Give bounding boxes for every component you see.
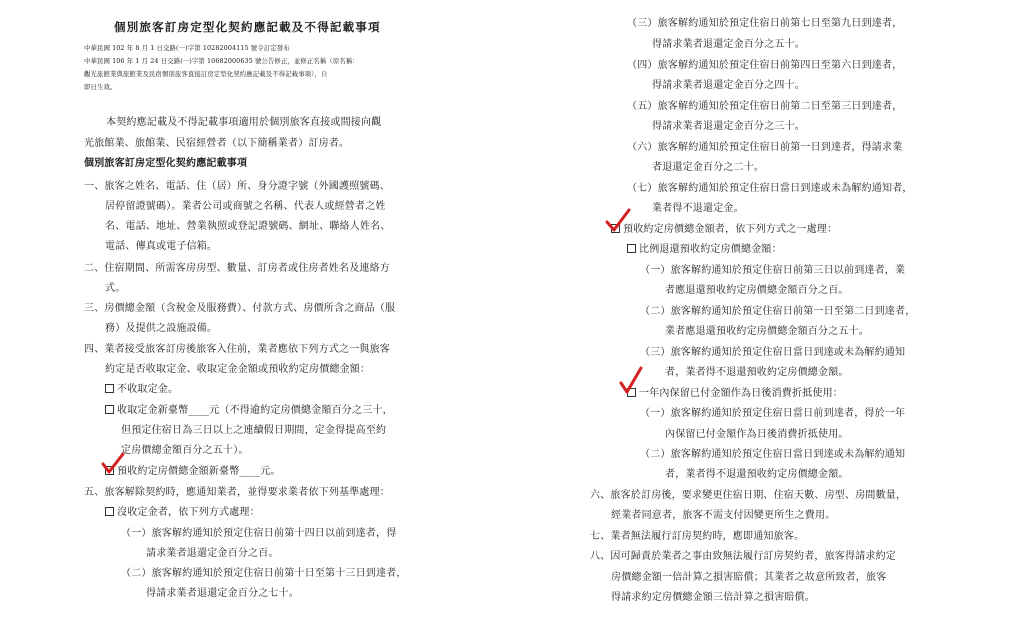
clause-line: 者，業者得不退還預收約定房價總金額。 [665, 469, 849, 480]
clause-line: 業者得不退還定金。 [652, 203, 744, 214]
clause-line: 務）及提供之設施設備。 [105, 323, 218, 334]
clause-line: （一）旅客解約通知於預定住宿日前第十四日以前到達者，得 [121, 528, 397, 539]
clause-line: 五、旅客解除契約時，應通知業者，並得要求業者依下列基準處理： [84, 487, 390, 498]
option-forfeit-deposit: 沒收定金者，依下列方式處理： [105, 506, 260, 520]
clause-line: 居停留證號碼）。業者公司或商號之名稱、代表人或經營者之姓 [105, 201, 386, 212]
clause-line: 定房價總金額百分之五十）。 [121, 445, 249, 456]
clause-line: 得請求約定房價總金額三倍計算之損害賠償。 [611, 592, 815, 603]
meta-line: 中華民國 102 年 8 月 1 日交路(一)字第 10282004115 號令訂定發布 [84, 44, 290, 52]
clause-line: 二、住宿期間、所需客房房型、數量、訂房者或住房者姓名及連絡方 [84, 263, 390, 274]
clause-line: 四、業者接受旅客訂房後旅客入住前，業者應依下列方式之一與旅客 [84, 344, 390, 355]
option-credit-retain: 一年內保留已付金額作為日後消費折抵使用： [627, 387, 843, 401]
meta-line: 中華民國 106 年 1 月 24 日交路(一)字第 10682000635 號公告修正，並修正名稱（原名稱： [84, 57, 359, 65]
section-heading: 個別旅客訂房定型化契約應記載事項 [84, 158, 248, 169]
option-prepaid-total: 預收約定房價總金額者，依下列方式之一處理： [611, 223, 837, 237]
clause-line: 得請求業者退還定金百分之五十。 [652, 39, 805, 50]
clause-line: （二）旅客解約通知於預定住宿日當日到達或未為解約通知 [640, 449, 906, 460]
intro-line: 光旅館業、旅館業、民宿經營者（以下簡稱業者）訂房者。 [84, 138, 350, 149]
clause-line: 名、電話、地址、營業執照或登記證號碼、網址、聯絡人姓名、 [105, 221, 391, 232]
clause-line: 得請求業者退還定金百分之七十。 [146, 588, 299, 599]
checkmark-icon [100, 452, 126, 476]
checkbox[interactable] [105, 405, 114, 414]
clause-line: （五）旅客解約通知於預定住宿日前第二日至第三日到達者， [627, 101, 903, 112]
clause-line: （二）旅客解約通知於預定住宿日前第一日至第二日到達者， [640, 306, 916, 317]
clause-line: 七、業者無法履行訂房契約時，應即通知旅客。 [590, 531, 805, 542]
option-prepay: 預收約定房價總金額新臺幣____元。 [105, 465, 281, 479]
clause-line: （七）旅客解約通知於預定住宿日當日到達或未為解約通知者， [627, 183, 913, 194]
clause-line: （三）旅客解約通知於預定住宿日前第七日至第九日到達者， [627, 18, 903, 29]
clause-line: 式。 [105, 283, 126, 294]
clause-line: （六）旅客解約通知於預定住宿日前第一日到達者，得請求業 [627, 142, 903, 153]
clause-line: 者應退還預收約定房價總金額百分之百。 [665, 285, 849, 296]
clause-line: （一）旅客解約通知於預定住宿日前第三日以前到達者，業 [640, 265, 906, 276]
clause-line: 但預定住宿日為三日以上之連續假日期間，定金得提高至約 [121, 425, 387, 436]
clause-line: 三、房價總金額（含稅金及服務費）、付款方式、房價所含之商品（服 [84, 303, 396, 314]
clause-line: （三）旅客解約通知於預定住宿日當日到達或未為解約通知 [640, 347, 906, 358]
checkmark-icon [618, 366, 644, 396]
option-no-deposit: 不收取定金。 [105, 383, 178, 397]
clause-line: 請求業者退還定金百分之百。 [146, 548, 279, 559]
clause-line: 房價總金額一倍計算之損害賠償；其業者之故意所致者，旅客 [611, 572, 887, 583]
option-proportional-refund: 比例退還預收約定房價總金額： [627, 243, 782, 257]
checkmark-icon [604, 208, 632, 234]
clause-line: 電話、傳真或電子信箱。 [105, 241, 218, 252]
clause-line: 得請求業者退還定金百分之四十。 [652, 80, 805, 91]
clause-line: （一）旅客解約通知於預定住宿日當日前到達者，得於一年 [640, 408, 906, 419]
meta-line: 觀光旅館業與旅館業及民宿個別旅客直接訂房定型化契約應記載及不得記載事項），自 [84, 70, 328, 78]
clause-line: 六、旅客於訂房後，要求變更住宿日期、住宿天數、房型、房間數量， [590, 490, 907, 501]
option-deposit: 收取定金新臺幣____元（不得逾約定房價總金額百分之三十， [105, 404, 393, 418]
document-title: 個別旅客訂房定型化契約應記載及不得記載事項 [114, 20, 381, 34]
checkbox[interactable] [105, 507, 114, 516]
clause-line: 約定是否收取定金、收取定金金額或預收約定房價總金額： [105, 364, 371, 375]
clause-line: 內保留已付金額作為日後消費折抵使用。 [665, 429, 849, 440]
clause-line: 者，業者得不退還預收約定房價總金額。 [665, 367, 849, 378]
clause-line: 八、因可歸責於業者之事由致無法履行訂房契約者，旅客得請求約定 [590, 551, 896, 562]
meta-line: 即日生效。 [84, 83, 117, 91]
clause-line: 業者應退還預收約定房價總金額百分之五十。 [665, 326, 869, 337]
clause-line: （二）旅客解約通知於預定住宿日前第十日至第十三日到達者， [121, 568, 407, 579]
clause-line: 一、旅客之姓名、電話、住（居）所、身分證字號（外國護照號碼、 [84, 181, 390, 192]
clause-line: 經業者同意者，旅客不需支付因變更所生之費用。 [611, 510, 836, 521]
clause-line: 得請求業者退還定金百分之三十。 [652, 121, 805, 132]
clause-line: 者退還定金百分之二十。 [652, 162, 765, 173]
checkbox[interactable] [105, 384, 114, 393]
clause-line: （四）旅客解約通知於預定住宿日前第四日至第六日到達者， [627, 60, 903, 71]
checkbox[interactable] [627, 244, 636, 253]
intro-line: 本契約應記載及不得記載事項適用於個別旅客直接或間接向觀 [106, 117, 382, 128]
